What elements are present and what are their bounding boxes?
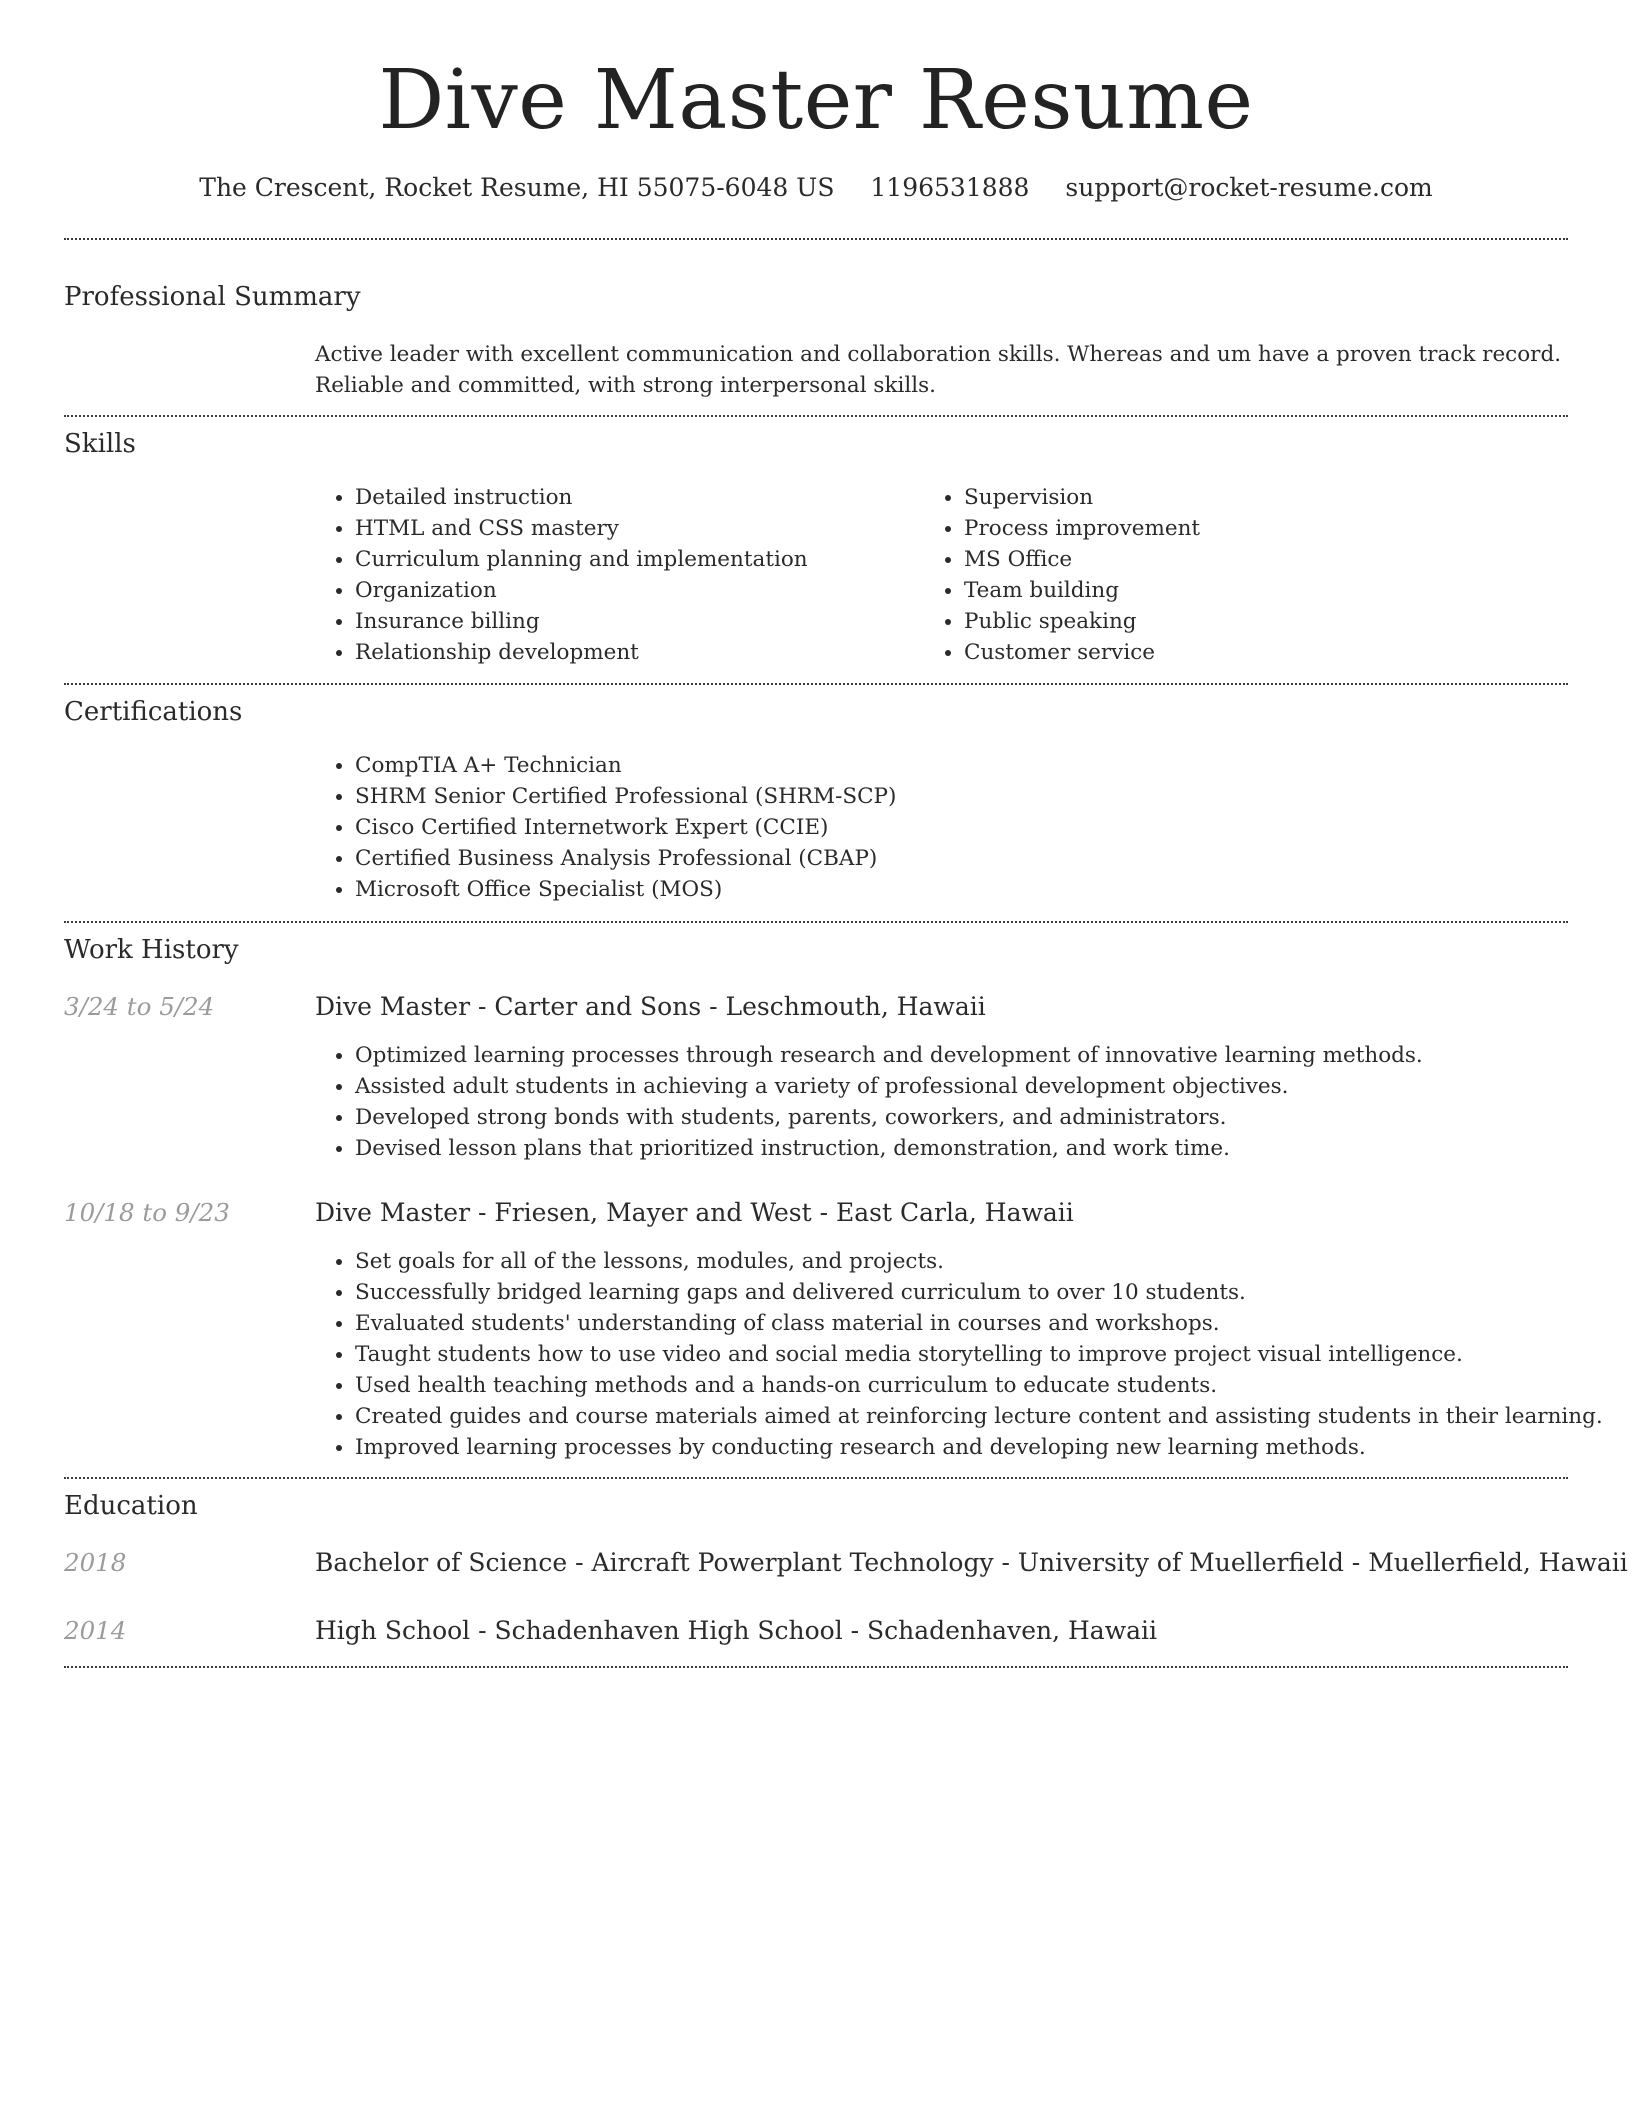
skills-list-left (311, 482, 915, 668)
section-title-education: Education (64, 1491, 198, 1521)
education-entry: High School - Schadenhaven High School - Schadenhaven, Hawaii (315, 1616, 1157, 1645)
divider (64, 683, 1568, 685)
education-year: 2018 (64, 1548, 127, 1577)
contact-line (0, 170, 1632, 206)
divider (64, 1477, 1568, 1479)
divider (64, 415, 1568, 417)
job-title: Dive Master - Carter and Sons - Leschmouth, Hawaii (315, 992, 986, 1021)
job-bullet: • Assisted adult students in achieving a variety of professional development objectives. (355, 1071, 1605, 1102)
job-bullet: • Used health teaching methods and a hands-on curriculum to educate students. (355, 1370, 1605, 1401)
job-bullet: • Developed strong bonds with students, parents, coworkers, and administrators. (355, 1102, 1605, 1133)
certification-item: • Microsoft Office Specialist (MOS) (355, 874, 1555, 905)
skill-item: • Public speaking (964, 606, 1564, 637)
contact-email: support@rocket-resume.com (1065, 173, 1433, 202)
skill-item: • Curriculum planning and implementation (355, 544, 915, 575)
section-title-summary: Professional Summary (64, 282, 361, 312)
job-bullet: • Optimized learning processes through research and development of innovative learning methods. (355, 1040, 1605, 1071)
skills-list-right (920, 482, 1564, 668)
certification-item: • Cisco Certified Internetwork Expert (CCIE) (355, 812, 1555, 843)
skill-item: • Organization (355, 575, 915, 606)
job-title: Dive Master - Friesen, Mayer and West - East Carla, Hawaii (315, 1198, 1074, 1227)
divider (64, 921, 1568, 923)
job-bullets (311, 1246, 1605, 1463)
section-title-work-history: Work History (64, 935, 239, 965)
resume-title: Dive Master Resume (378, 53, 1254, 148)
skill-item: • HTML and CSS mastery (355, 513, 915, 544)
divider (64, 1666, 1568, 1668)
skill-item: • Customer service (964, 637, 1564, 668)
job-dates: 3/24 to 5/24 (64, 992, 215, 1021)
skill-item: • Team building (964, 575, 1564, 606)
section-title-skills: Skills (64, 429, 136, 459)
job-bullet: • Successfully bridged learning gaps and delivered curriculum to over 10 students. (355, 1277, 1605, 1308)
certifications-list (311, 750, 1555, 905)
certification-item: • CompTIA A+ Technician (355, 750, 1555, 781)
skill-item: • Insurance billing (355, 606, 915, 637)
job-bullet: • Set goals for all of the lessons, modules, and projects. (355, 1246, 1605, 1277)
job-dates: 10/18 to 9/23 (64, 1198, 230, 1227)
skill-item: • Relationship development (355, 637, 915, 668)
education-year: 2014 (64, 1616, 127, 1645)
certification-item: • Certified Business Analysis Professional (CBAP) (355, 843, 1555, 874)
job-bullet: • Taught students how to use video and social media storytelling to improve project visual intelligence. (355, 1339, 1605, 1370)
contact-address: The Crescent, Rocket Resume, HI 55075-6048 US (199, 173, 835, 202)
contact-phone: 1196531888 (870, 173, 1030, 202)
skill-item: • Detailed instruction (355, 482, 915, 513)
job-bullet: • Evaluated students' understanding of class material in courses and workshops. (355, 1308, 1605, 1339)
skill-item: • Supervision (964, 482, 1564, 513)
divider (64, 238, 1568, 240)
section-title-certifications: Certifications (64, 697, 243, 727)
certification-item: • SHRM Senior Certified Professional (SHRM-SCP) (355, 781, 1555, 812)
skill-item: • Process improvement (964, 513, 1564, 544)
job-bullet: • Devised lesson plans that prioritized instruction, demonstration, and work time. (355, 1133, 1605, 1164)
job-bullets (311, 1040, 1605, 1164)
job-bullet: • Created guides and course materials aimed at reinforcing lecture content and assisting students in their learning. (355, 1401, 1605, 1432)
summary-text: Active leader with excellent communication and collaboration skills. Whereas and um have a proven track record. Reliable and committed, with strong interpersonal skills. (315, 342, 1562, 398)
education-entry: Bachelor of Science - Aircraft Powerplant Technology - University of Muellerfield - Muellerfield, Hawaii (315, 1548, 1628, 1577)
job-bullet: • Improved learning processes by conducting research and developing new learning methods. (355, 1432, 1605, 1463)
skill-item: • MS Office (964, 544, 1564, 575)
